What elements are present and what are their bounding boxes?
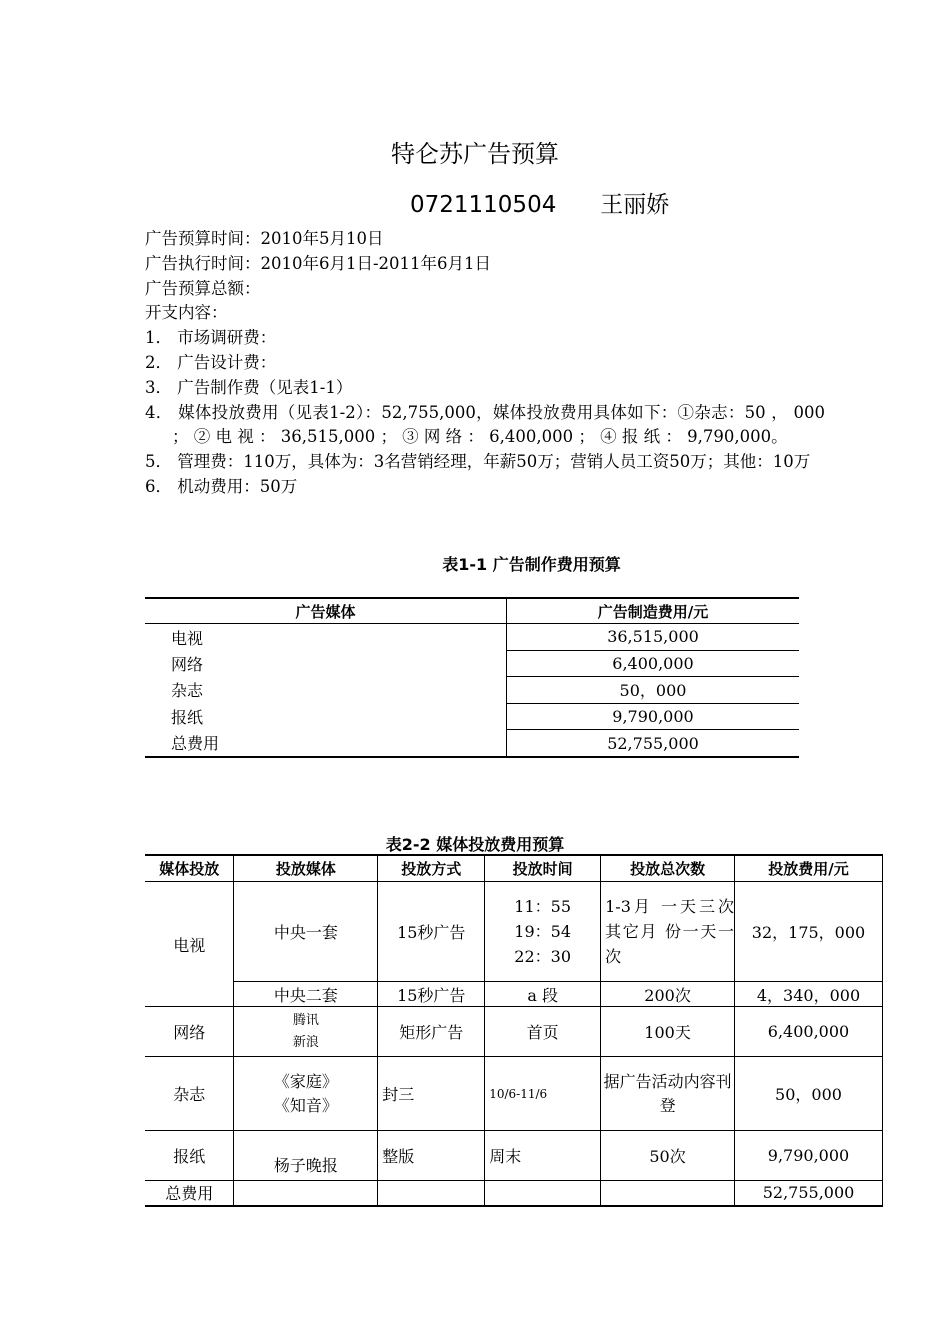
channel-cell: 电视 bbox=[145, 882, 234, 1007]
time-cell: 10/6-11/6 bbox=[485, 1057, 601, 1131]
table-row bbox=[145, 882, 883, 982]
author-name: 王丽娇 bbox=[600, 192, 670, 218]
cost-cell: 6,400,000 bbox=[507, 650, 800, 677]
expense-item: 1． 市场调研费： bbox=[145, 328, 277, 348]
media-cell: 杨子晚报 bbox=[234, 1131, 378, 1181]
expense-item: 5． 管理费：110万，具体为：3名营销经理，年薪50万；营销人员工资50万；其他：10万 bbox=[145, 452, 811, 472]
channel-cell: 杂志 bbox=[145, 1057, 234, 1131]
method-cell: 15秒广告 bbox=[378, 882, 485, 982]
count-cell: 200次 bbox=[601, 982, 735, 1007]
page-title: 特仑苏广告预算 bbox=[391, 140, 559, 168]
channel-cell: 网络 bbox=[145, 1007, 234, 1057]
time-cell: 周末 bbox=[485, 1131, 601, 1181]
expense-item: 4． 媒体投放费用（见表1-2）：52,755,000，媒体投放费用具体如下：①杂志：50 ， 000 ； ② 电 视 ： 36,515,000 ； ③ 网 络 ： 6,400,000 ； ④ 报 纸 ： 9,790,000。 bbox=[145, 402, 825, 447]
table-row bbox=[145, 624, 799, 651]
total-budget: 广告预算总额： bbox=[145, 278, 261, 298]
method-cell: 整版 bbox=[378, 1131, 485, 1181]
method-cell: 15秒广告 bbox=[378, 982, 485, 1007]
time-cell bbox=[485, 882, 601, 982]
media-cell: 总费用 bbox=[145, 730, 507, 757]
expense-item: 2． 广告设计费： bbox=[145, 352, 277, 372]
cost-cell: 32，175，000 bbox=[735, 882, 883, 982]
budget-time: 广告预算时间：2010年5月10日 bbox=[145, 229, 384, 248]
time-cell: a 段 bbox=[485, 982, 601, 1007]
student-id: 0721110504 bbox=[410, 192, 557, 218]
cost-cell: 9,790,000 bbox=[507, 703, 800, 730]
budget-info bbox=[145, 227, 825, 500]
media-name: 新浪 bbox=[292, 1034, 319, 1050]
table-row bbox=[145, 730, 799, 757]
media-cell: 报纸 bbox=[145, 703, 507, 730]
time-cell: 首页 bbox=[485, 1007, 601, 1057]
table-row bbox=[145, 1057, 883, 1131]
table-header-row bbox=[145, 855, 883, 882]
table-row bbox=[145, 677, 799, 704]
cost-cell: 50，000 bbox=[507, 677, 800, 704]
header-cell: 广告制造费用/元 bbox=[507, 598, 800, 624]
cost-cell: 4，340，000 bbox=[735, 982, 883, 1007]
media-name: 腾讯 bbox=[292, 1012, 319, 1028]
table-row bbox=[145, 650, 799, 677]
table-row bbox=[145, 1131, 883, 1181]
header-cell: 广告媒体 bbox=[145, 598, 507, 624]
empty-cell bbox=[234, 1181, 378, 1206]
count-cell: 100天 bbox=[601, 1007, 735, 1057]
cost-cell: 9,790,000 bbox=[735, 1131, 883, 1181]
header-cell: 投放费用/元 bbox=[735, 855, 883, 882]
method-cell: 封三 bbox=[378, 1057, 485, 1131]
table-header-row bbox=[145, 598, 799, 624]
table1-caption: 表1-1 广告制作费用预算 bbox=[442, 555, 621, 574]
media-name: 《知音》 bbox=[273, 1095, 338, 1115]
header-cell: 投放总次数 bbox=[601, 855, 735, 882]
media-cell bbox=[234, 1057, 378, 1131]
cost-cell: 52,755,000 bbox=[507, 730, 800, 757]
expense-item: 6． 机动费用：50万 bbox=[145, 476, 298, 496]
table-row bbox=[145, 703, 799, 730]
cost-cell: 52,755,000 bbox=[735, 1181, 883, 1206]
media-cell: 中央一套 bbox=[234, 882, 378, 982]
production-cost-table bbox=[145, 597, 799, 758]
time-slot: 19：54 bbox=[514, 922, 572, 941]
header-cell: 投放媒体 bbox=[234, 855, 378, 882]
media-cell: 网络 bbox=[145, 650, 507, 677]
cost-cell: 50，000 bbox=[735, 1057, 883, 1131]
media-cell: 杂志 bbox=[145, 677, 507, 704]
media-cell bbox=[234, 1007, 378, 1057]
header-cell: 投放时间 bbox=[485, 855, 601, 882]
header-cell: 媒体投放 bbox=[145, 855, 234, 882]
execution-time: 广告执行时间：2010年6月1日-2011年6月1日 bbox=[145, 253, 492, 273]
table2-caption: 表2-2 媒体投放费用预算 bbox=[385, 835, 565, 854]
method-cell: 矩形广告 bbox=[378, 1007, 485, 1057]
table-row bbox=[145, 1007, 883, 1057]
media-name: 《家庭》 bbox=[273, 1071, 338, 1091]
channel-cell: 总费用 bbox=[145, 1181, 234, 1206]
media-cost-table bbox=[145, 854, 883, 1207]
media-cell: 中央二套 bbox=[234, 982, 378, 1007]
header-cell: 投放方式 bbox=[378, 855, 485, 882]
count-cell: 1-3月 一天三次 其它月 份一天一次 bbox=[601, 882, 735, 982]
table-row bbox=[145, 982, 883, 1007]
expenses-heading: 开支内容： bbox=[145, 303, 228, 323]
time-slot: 11：55 bbox=[514, 897, 572, 916]
cost-cell: 36,515,000 bbox=[507, 624, 800, 651]
author-line bbox=[410, 186, 669, 219]
expense-item: 3． 广告制作费（见表1-1） bbox=[145, 377, 353, 397]
empty-cell bbox=[378, 1181, 485, 1206]
media-cell: 电视 bbox=[145, 624, 507, 651]
cost-cell: 6,400,000 bbox=[735, 1007, 883, 1057]
empty-cell bbox=[485, 1181, 601, 1206]
empty-cell bbox=[601, 1181, 735, 1206]
table-row bbox=[145, 1181, 883, 1206]
time-slot: 22：30 bbox=[514, 947, 572, 966]
channel-cell: 报纸 bbox=[145, 1131, 234, 1181]
count-cell: 据广告活动内容刊登 bbox=[601, 1057, 735, 1131]
count-cell: 50次 bbox=[601, 1131, 735, 1181]
